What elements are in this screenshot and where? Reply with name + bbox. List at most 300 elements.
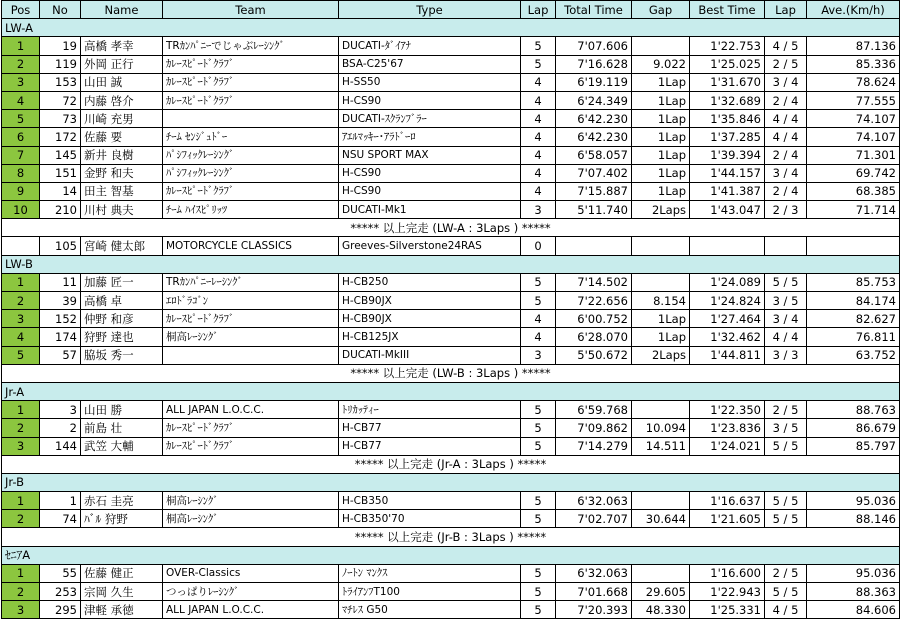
number-cell: 14 xyxy=(40,182,81,200)
total-time-cell: 7'02.707 xyxy=(556,510,632,528)
gap-cell: 14.511 xyxy=(632,437,690,455)
laps-cell: 5 xyxy=(521,273,556,291)
number-cell: 73 xyxy=(40,110,81,128)
machine-type-cell: DUCATI-ｽｸﾗﾝﾌﾞﾗｰ xyxy=(339,110,521,128)
section-header-row xyxy=(2,19,900,37)
machine-type-cell: H-CS90 xyxy=(339,182,521,200)
class-name: Jr-A xyxy=(2,382,900,400)
best-lap-cell: 2 / 4 xyxy=(765,182,807,200)
rider-name-cell: 内藤 啓介 xyxy=(81,91,163,109)
section-header-row xyxy=(2,382,900,400)
gap-cell: 1Lap xyxy=(632,128,690,146)
column-header-team: Team xyxy=(163,1,339,19)
class-name: Jr-B xyxy=(2,473,900,491)
laps-cell: 4 xyxy=(521,73,556,91)
gap-cell xyxy=(632,564,690,582)
total-time-cell: 7'07.402 xyxy=(556,164,632,182)
gap-cell: 1Lap xyxy=(632,328,690,346)
laps-cell: 5 xyxy=(521,492,556,510)
team-cell: ｶﾚｰｽﾋﾟｰﾄﾞｸﾗﾌﾞ xyxy=(163,419,339,437)
rider-name-cell: 川村 典夫 xyxy=(81,201,163,219)
laps-cell: 5 xyxy=(521,583,556,601)
pos-cell: 2 xyxy=(2,583,40,601)
total-time-cell: 6'28.070 xyxy=(556,328,632,346)
team-cell: TRｶﾝﾊﾟﾆｰﾚｰｼﾝｸﾞ xyxy=(163,273,339,291)
best-lap-cell xyxy=(765,237,807,255)
best-time-cell: 1'44.811 xyxy=(690,346,765,364)
laps-cell: 3 xyxy=(521,201,556,219)
pos-cell: 1 xyxy=(2,401,40,419)
number-cell: 210 xyxy=(40,201,81,219)
pos-cell: 9 xyxy=(2,182,40,200)
column-header-no: No xyxy=(40,1,81,19)
machine-type-cell: H-CB250 xyxy=(339,273,521,291)
column-header-pos: Pos xyxy=(2,1,40,19)
table-row xyxy=(2,164,900,182)
number-cell: 119 xyxy=(40,55,81,73)
rider-name-cell: 宮崎 健太郎 xyxy=(81,237,163,255)
finish-note-row xyxy=(2,364,900,382)
rider-name-cell: 外岡 正行 xyxy=(81,55,163,73)
team-cell: つっぱりﾚｰｼﾝｸﾞ xyxy=(163,583,339,601)
class-name: LW-A xyxy=(2,19,900,37)
ave-speed-cell: 84.606 xyxy=(807,601,900,619)
column-header-best-time: Best Time xyxy=(690,1,765,19)
table-row xyxy=(2,37,900,55)
machine-type-cell: H-CB90JX xyxy=(339,310,521,328)
table-row xyxy=(2,128,900,146)
laps-cell: 5 xyxy=(521,292,556,310)
team-cell: 桐高ﾚｰｼﾝｸﾞ xyxy=(163,510,339,528)
finish-note-row xyxy=(2,455,900,473)
pos-cell: 2 xyxy=(2,292,40,310)
machine-type-cell: H-CB125JX xyxy=(339,328,521,346)
total-time-cell: 6'32.063 xyxy=(556,492,632,510)
gap-cell: 8.154 xyxy=(632,292,690,310)
best-time-cell: 1'22.943 xyxy=(690,583,765,601)
pos-cell xyxy=(2,237,40,255)
team-cell xyxy=(163,110,339,128)
finish-note-row xyxy=(2,219,900,237)
table-row xyxy=(2,201,900,219)
machine-type-cell: ﾉｰﾄﾝ ﾏﾝｸｽ xyxy=(339,564,521,582)
laps-cell: 4 xyxy=(521,110,556,128)
best-time-cell: 1'22.350 xyxy=(690,401,765,419)
number-cell: 145 xyxy=(40,146,81,164)
rider-name-cell: 狩野 達也 xyxy=(81,328,163,346)
rider-name-cell: 高橋 孝幸 xyxy=(81,37,163,55)
pos-cell: 2 xyxy=(2,419,40,437)
rider-name-cell: 山田 誠 xyxy=(81,73,163,91)
team-cell: ｶﾚｰｽﾋﾟｰﾄﾞｸﾗﾌﾞ xyxy=(163,437,339,455)
team-cell: ﾁｰﾑ ｾﾝｼﾞｭﾄﾞｰ xyxy=(163,128,339,146)
ave-speed-cell: 85.336 xyxy=(807,55,900,73)
laps-cell: 5 xyxy=(521,37,556,55)
ave-speed-cell: 95.036 xyxy=(807,564,900,582)
rider-name-cell: 佐藤 健正 xyxy=(81,564,163,582)
column-header-total-time: Total Time xyxy=(556,1,632,19)
best-lap-cell: 3 / 4 xyxy=(765,164,807,182)
best-time-cell: 1'25.331 xyxy=(690,601,765,619)
ave-speed-cell: 85.797 xyxy=(807,437,900,455)
number-cell: 153 xyxy=(40,73,81,91)
best-lap-cell: 3 / 4 xyxy=(765,310,807,328)
team-cell: ｶﾚｰｽﾋﾟｰﾄﾞｸﾗﾌﾞ xyxy=(163,182,339,200)
best-lap-cell: 5 / 5 xyxy=(765,437,807,455)
laps-cell: 5 xyxy=(521,601,556,619)
gap-cell: 1Lap xyxy=(632,146,690,164)
number-cell: 3 xyxy=(40,401,81,419)
ave-speed-cell: 71.714 xyxy=(807,201,900,219)
pos-cell: 1 xyxy=(2,492,40,510)
total-time-cell: 7'22.656 xyxy=(556,292,632,310)
machine-type-cell: DUCATI-ﾀﾞｲｱﾅ xyxy=(339,37,521,55)
pos-cell: 8 xyxy=(2,164,40,182)
team-cell: ｶﾚｰｽﾋﾟｰﾄﾞｸﾗﾌﾞ xyxy=(163,310,339,328)
best-lap-cell: 3 / 4 xyxy=(765,73,807,91)
best-time-cell: 1'16.637 xyxy=(690,492,765,510)
rider-name-cell: 仲野 和彦 xyxy=(81,310,163,328)
pos-cell: 3 xyxy=(2,310,40,328)
rider-name-cell: 脇坂 秀一 xyxy=(81,346,163,364)
pos-cell: 1 xyxy=(2,564,40,582)
best-time-cell: 1'39.394 xyxy=(690,146,765,164)
best-lap-cell: 3 / 5 xyxy=(765,292,807,310)
rider-name-cell: 高橋 卓 xyxy=(81,292,163,310)
table-row xyxy=(2,91,900,109)
pos-cell: 7 xyxy=(2,146,40,164)
table-row xyxy=(2,328,900,346)
best-lap-cell: 2 / 5 xyxy=(765,401,807,419)
section-header-row xyxy=(2,546,900,564)
column-header-gap: Gap xyxy=(632,1,690,19)
team-cell: ｶﾚｰｽﾋﾟｰﾄﾞｸﾗﾌﾞ xyxy=(163,91,339,109)
pos-cell: 1 xyxy=(2,37,40,55)
gap-cell xyxy=(632,492,690,510)
best-lap-cell: 3 / 5 xyxy=(765,419,807,437)
pos-cell: 10 xyxy=(2,201,40,219)
total-time-cell: 6'42.230 xyxy=(556,110,632,128)
machine-type-cell: ﾄﾘｶｯﾃｨｰ xyxy=(339,401,521,419)
ave-speed-cell xyxy=(807,237,900,255)
table-row xyxy=(2,510,900,528)
team-cell: ﾊﾟｼﾌｨｯｸﾚｰｼﾝｸﾞ xyxy=(163,164,339,182)
pos-cell: 2 xyxy=(2,55,40,73)
gap-cell: 48.330 xyxy=(632,601,690,619)
machine-type-cell: H-CB90JX xyxy=(339,292,521,310)
total-time-cell: 7'09.862 xyxy=(556,419,632,437)
table-row xyxy=(2,146,900,164)
rider-name-cell: 宗岡 久生 xyxy=(81,583,163,601)
pos-cell: 3 xyxy=(2,73,40,91)
machine-type-cell: H-CB350'70 xyxy=(339,510,521,528)
best-time-cell: 1'44.157 xyxy=(690,164,765,182)
team-cell: ｴﾛﾄﾞﾗｺﾞﾝ xyxy=(163,292,339,310)
number-cell: 39 xyxy=(40,292,81,310)
rider-name-cell: 加藤 匠一 xyxy=(81,273,163,291)
ave-speed-cell: 68.385 xyxy=(807,182,900,200)
ave-speed-cell: 74.107 xyxy=(807,110,900,128)
rider-name-cell: 田主 智基 xyxy=(81,182,163,200)
results-body xyxy=(2,19,900,619)
section-header-row xyxy=(2,255,900,273)
table-row xyxy=(2,292,900,310)
table-row xyxy=(2,601,900,619)
column-header-type: Type xyxy=(339,1,521,19)
best-time-cell: 1'32.689 xyxy=(690,91,765,109)
best-lap-cell: 2 / 5 xyxy=(765,55,807,73)
best-time-cell: 1'35.846 xyxy=(690,110,765,128)
ave-speed-cell: 78.624 xyxy=(807,73,900,91)
best-time-cell: 1'25.025 xyxy=(690,55,765,73)
gap-cell: 1Lap xyxy=(632,110,690,128)
class-name: LW-B xyxy=(2,255,900,273)
gap-cell xyxy=(632,37,690,55)
table-row xyxy=(2,346,900,364)
machine-type-cell: ﾄﾗｲｱﾝﾌT100 xyxy=(339,583,521,601)
machine-type-cell: H-CB350 xyxy=(339,492,521,510)
finish-note: ***** 以上完走 (Jr-B : 3Laps ) ***** xyxy=(2,528,900,546)
ave-speed-cell: 63.752 xyxy=(807,346,900,364)
team-cell: MOTORCYCLE CLASSICS xyxy=(163,237,339,255)
best-lap-cell: 4 / 5 xyxy=(765,37,807,55)
gap-cell: 1Lap xyxy=(632,182,690,200)
table-row xyxy=(2,182,900,200)
total-time-cell: 5'11.740 xyxy=(556,201,632,219)
best-lap-cell: 2 / 5 xyxy=(765,564,807,582)
pos-cell: 3 xyxy=(2,601,40,619)
best-lap-cell: 4 / 5 xyxy=(765,601,807,619)
column-header-best-lap: Lap xyxy=(765,1,807,19)
machine-type-cell: DUCATI-Mk1 xyxy=(339,201,521,219)
table-row xyxy=(2,564,900,582)
table-row xyxy=(2,492,900,510)
rider-name-cell: 新井 良樹 xyxy=(81,146,163,164)
machine-type-cell: H-CB77 xyxy=(339,419,521,437)
machine-type-cell: H-SS50 xyxy=(339,73,521,91)
best-time-cell: 1'32.462 xyxy=(690,328,765,346)
ave-speed-cell: 95.036 xyxy=(807,492,900,510)
best-time-cell xyxy=(690,237,765,255)
rider-name-cell: 川崎 充男 xyxy=(81,110,163,128)
team-cell: ﾊﾟｼﾌｨｯｸﾚｰｼﾝｸﾞ xyxy=(163,146,339,164)
pos-cell: 2 xyxy=(2,510,40,528)
machine-type-cell: Greeves-Silverstone24RAS xyxy=(339,237,521,255)
ave-speed-cell: 77.555 xyxy=(807,91,900,109)
machine-type-cell: DUCATI-MkIII xyxy=(339,346,521,364)
table-row xyxy=(2,310,900,328)
number-cell: 57 xyxy=(40,346,81,364)
total-time-cell: 5'50.672 xyxy=(556,346,632,364)
laps-cell: 4 xyxy=(521,328,556,346)
ave-speed-cell: 88.363 xyxy=(807,583,900,601)
number-cell: 1 xyxy=(40,492,81,510)
table-row xyxy=(2,437,900,455)
table-row xyxy=(2,55,900,73)
ave-speed-cell: 87.136 xyxy=(807,37,900,55)
ave-speed-cell: 71.301 xyxy=(807,146,900,164)
number-cell: 19 xyxy=(40,37,81,55)
best-time-cell: 1'21.605 xyxy=(690,510,765,528)
ave-speed-cell: 82.627 xyxy=(807,310,900,328)
gap-cell: 1Lap xyxy=(632,310,690,328)
gap-cell: 9.022 xyxy=(632,55,690,73)
gap-cell: 10.094 xyxy=(632,419,690,437)
table-row xyxy=(2,401,900,419)
finish-note: ***** 以上完走 (Jr-A : 3Laps ) ***** xyxy=(2,455,900,473)
number-cell: 172 xyxy=(40,128,81,146)
pos-cell: 3 xyxy=(2,437,40,455)
gap-cell: 2Laps xyxy=(632,201,690,219)
header-row xyxy=(2,1,900,19)
ave-speed-cell: 74.107 xyxy=(807,128,900,146)
table-row xyxy=(2,273,900,291)
table-row xyxy=(2,73,900,91)
gap-cell xyxy=(632,273,690,291)
best-time-cell: 1'41.387 xyxy=(690,182,765,200)
best-lap-cell: 4 / 4 xyxy=(765,128,807,146)
best-time-cell: 1'31.670 xyxy=(690,73,765,91)
total-time-cell: 6'58.057 xyxy=(556,146,632,164)
laps-cell: 5 xyxy=(521,401,556,419)
laps-cell: 4 xyxy=(521,182,556,200)
gap-cell: 1Lap xyxy=(632,164,690,182)
table-row xyxy=(2,237,900,255)
machine-type-cell: NSU SPORT MAX xyxy=(339,146,521,164)
team-cell: 桐高ﾚｰｼﾝｸﾞ xyxy=(163,328,339,346)
number-cell: 74 xyxy=(40,510,81,528)
best-lap-cell: 4 / 4 xyxy=(765,328,807,346)
class-name: ｾﾆｱA xyxy=(2,546,900,564)
column-header-lap: Lap xyxy=(521,1,556,19)
number-cell: 174 xyxy=(40,328,81,346)
laps-cell: 4 xyxy=(521,146,556,164)
total-time-cell: 7'14.279 xyxy=(556,437,632,455)
pos-cell: 5 xyxy=(2,346,40,364)
team-cell: ｶﾚｰｽﾋﾟｰﾄﾞｸﾗﾌﾞ xyxy=(163,55,339,73)
machine-type-cell: H-CS90 xyxy=(339,91,521,109)
best-time-cell: 1'24.021 xyxy=(690,437,765,455)
finish-note: ***** 以上完走 (LW-B : 3Laps ) ***** xyxy=(2,364,900,382)
total-time-cell: 6'59.768 xyxy=(556,401,632,419)
laps-cell: 5 xyxy=(521,564,556,582)
ave-speed-cell: 69.742 xyxy=(807,164,900,182)
number-cell: 72 xyxy=(40,91,81,109)
number-cell: 11 xyxy=(40,273,81,291)
team-cell: ALL JAPAN L.O.C.C. xyxy=(163,401,339,419)
laps-cell: 5 xyxy=(521,437,556,455)
gap-cell xyxy=(632,401,690,419)
number-cell: 144 xyxy=(40,437,81,455)
total-time-cell: 7'07.606 xyxy=(556,37,632,55)
total-time-cell: 7'01.668 xyxy=(556,583,632,601)
laps-cell: 0 xyxy=(521,237,556,255)
laps-cell: 4 xyxy=(521,91,556,109)
ave-speed-cell: 86.679 xyxy=(807,419,900,437)
ave-speed-cell: 84.174 xyxy=(807,292,900,310)
gap-cell: 1Lap xyxy=(632,91,690,109)
ave-speed-cell: 88.763 xyxy=(807,401,900,419)
gap-cell xyxy=(632,237,690,255)
total-time-cell: 6'00.752 xyxy=(556,310,632,328)
best-lap-cell: 5 / 5 xyxy=(765,492,807,510)
total-time-cell xyxy=(556,237,632,255)
rider-name-cell: 前島 壮 xyxy=(81,419,163,437)
table-row xyxy=(2,583,900,601)
ave-speed-cell: 76.811 xyxy=(807,328,900,346)
rider-name-cell: 武笠 大輔 xyxy=(81,437,163,455)
best-lap-cell: 3 / 3 xyxy=(765,346,807,364)
total-time-cell: 6'32.063 xyxy=(556,564,632,582)
best-time-cell: 1'16.600 xyxy=(690,564,765,582)
total-time-cell: 6'24.349 xyxy=(556,91,632,109)
rider-name-cell: 山田 勝 xyxy=(81,401,163,419)
finish-note-row xyxy=(2,528,900,546)
total-time-cell: 7'14.502 xyxy=(556,273,632,291)
pos-cell: 4 xyxy=(2,328,40,346)
pos-cell: 1 xyxy=(2,273,40,291)
machine-type-cell: H-CS90 xyxy=(339,164,521,182)
best-time-cell: 1'22.753 xyxy=(690,37,765,55)
team-cell: 桐高ﾚｰｼﾝｸﾞ xyxy=(163,492,339,510)
ave-speed-cell: 88.146 xyxy=(807,510,900,528)
team-cell: OVER-Classics xyxy=(163,564,339,582)
rider-name-cell: 金野 和夫 xyxy=(81,164,163,182)
number-cell: 105 xyxy=(40,237,81,255)
number-cell: 253 xyxy=(40,583,81,601)
laps-cell: 4 xyxy=(521,164,556,182)
laps-cell: 5 xyxy=(521,55,556,73)
column-header-name: Name xyxy=(81,1,163,19)
ave-speed-cell: 85.753 xyxy=(807,273,900,291)
machine-type-cell: H-CB77 xyxy=(339,437,521,455)
best-lap-cell: 2 / 4 xyxy=(765,91,807,109)
best-lap-cell: 4 / 4 xyxy=(765,110,807,128)
laps-cell: 3 xyxy=(521,346,556,364)
laps-cell: 4 xyxy=(521,128,556,146)
total-time-cell: 7'20.393 xyxy=(556,601,632,619)
section-header-row xyxy=(2,473,900,491)
best-time-cell: 1'24.824 xyxy=(690,292,765,310)
total-time-cell: 7'16.628 xyxy=(556,55,632,73)
best-lap-cell: 2 / 4 xyxy=(765,146,807,164)
machine-type-cell: ｱｴﾙﾏｯｷｰ･ｱﾗﾄﾞｰﾛ xyxy=(339,128,521,146)
results-table xyxy=(1,0,900,619)
gap-cell: 2Laps xyxy=(632,346,690,364)
laps-cell: 4 xyxy=(521,310,556,328)
laps-cell: 5 xyxy=(521,510,556,528)
number-cell: 152 xyxy=(40,310,81,328)
best-time-cell: 1'27.464 xyxy=(690,310,765,328)
team-cell: ｶﾚｰｽﾋﾟｰﾄﾞｸﾗﾌﾞ xyxy=(163,73,339,91)
rider-name-cell: 佐藤 要 xyxy=(81,128,163,146)
best-time-cell: 1'43.047 xyxy=(690,201,765,219)
table-row xyxy=(2,419,900,437)
best-lap-cell: 5 / 5 xyxy=(765,273,807,291)
rider-name-cell: ﾊﾞﾙ 狩野 xyxy=(81,510,163,528)
best-lap-cell: 5 / 5 xyxy=(765,583,807,601)
table-row xyxy=(2,110,900,128)
best-lap-cell: 5 / 5 xyxy=(765,510,807,528)
gap-cell: 1Lap xyxy=(632,73,690,91)
team-cell: ﾁｰﾑ ﾊｲｽﾋﾟﾘｯﾂ xyxy=(163,201,339,219)
total-time-cell: 6'19.119 xyxy=(556,73,632,91)
best-time-cell: 1'23.836 xyxy=(690,419,765,437)
laps-cell: 5 xyxy=(521,419,556,437)
machine-type-cell: BSA-C25'67 xyxy=(339,55,521,73)
gap-cell: 29.605 xyxy=(632,583,690,601)
total-time-cell: 6'42.230 xyxy=(556,128,632,146)
